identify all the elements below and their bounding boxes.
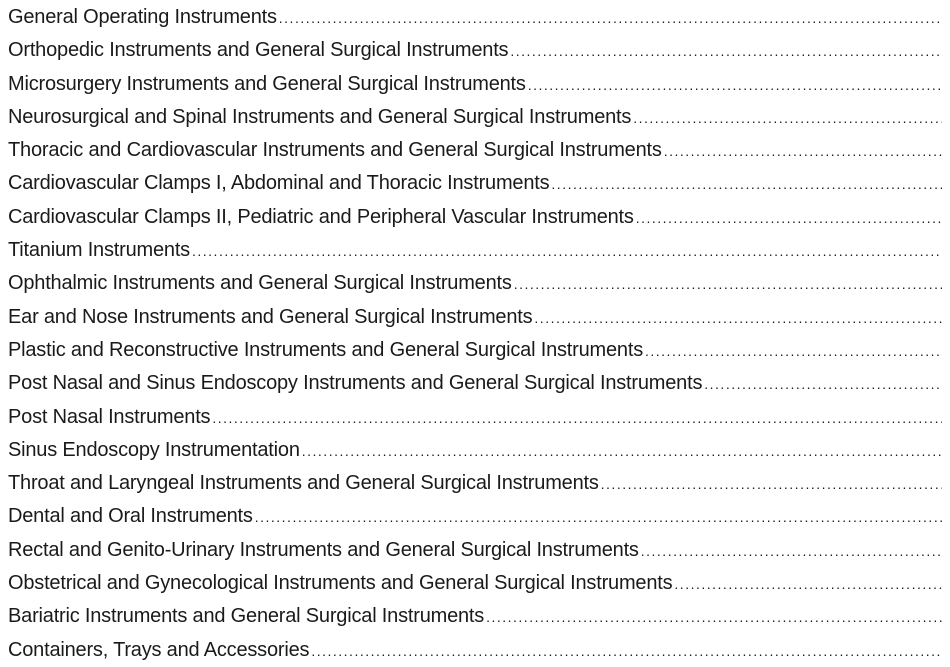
dot-leader bbox=[302, 435, 942, 467]
toc-entry-title: Throat and Laryngeal Instruments and General Surgical Instruments bbox=[8, 472, 599, 495]
toc-entry-title: Containers, Trays and Accessories bbox=[8, 638, 310, 661]
toc-entry-title: Bariatric Instruments and General Surgical Instruments bbox=[8, 605, 485, 628]
dot-leader bbox=[311, 635, 942, 667]
dot-leader bbox=[636, 202, 942, 234]
toc-entry-plastic-reconstructive[interactable] bbox=[8, 334, 942, 367]
toc-entry-obstetrical-gynecological[interactable] bbox=[8, 567, 942, 600]
toc-entry-title: Post Nasal Instruments bbox=[8, 405, 211, 428]
toc-entry-ear-and-nose[interactable] bbox=[8, 301, 942, 334]
dot-leader bbox=[514, 268, 942, 300]
toc-entry-title: Dental and Oral Instruments bbox=[8, 505, 253, 528]
toc-entry-microsurgery[interactable] bbox=[8, 68, 942, 101]
toc-entry-dental-oral[interactable] bbox=[8, 500, 942, 533]
toc-entry-title: Rectal and Genito-Urinary Instruments and General Surgical Instruments bbox=[8, 538, 639, 561]
toc-entry-title: Sinus Endoscopy Instrumentation bbox=[8, 438, 300, 461]
dot-leader bbox=[551, 168, 942, 200]
toc-entry-title: Plastic and Reconstructive Instruments and General Surgical Instruments bbox=[8, 338, 643, 361]
toc-entry-title: Ophthalmic Instruments and General Surgical Instruments bbox=[8, 272, 512, 295]
dot-leader bbox=[641, 535, 942, 567]
toc-entry-thoracic[interactable] bbox=[8, 134, 942, 167]
dot-leader bbox=[255, 501, 942, 533]
dot-leader bbox=[192, 235, 942, 267]
toc-entry-title: Titanium Instruments bbox=[8, 239, 190, 262]
toc-entry-title: Thoracic and Cardiovascular Instruments and General Surgical Instruments bbox=[8, 139, 662, 162]
toc-entry-cardiovascular-clamps-2[interactable] bbox=[8, 201, 942, 234]
toc-entry-bariatric[interactable] bbox=[8, 600, 942, 633]
dot-leader bbox=[704, 368, 942, 400]
dot-leader bbox=[212, 402, 942, 434]
toc-entry-title: Cardiovascular Clamps I, Abdominal and Thoracic Instruments bbox=[8, 172, 550, 195]
toc-entry-title: Microsurgery Instruments and General Surgical Instruments bbox=[8, 72, 526, 95]
dot-leader bbox=[674, 568, 942, 600]
toc-entry-cardiovascular-clamps-1[interactable] bbox=[8, 167, 942, 200]
dot-leader bbox=[534, 302, 942, 334]
toc-entry-post-nasal-sinus[interactable] bbox=[8, 367, 942, 400]
toc-entry-title: Post Nasal and Sinus Endoscopy Instruments and General Surgical Instruments bbox=[8, 372, 703, 395]
toc-entry-sinus-endoscopy[interactable] bbox=[8, 434, 942, 467]
dot-leader bbox=[528, 69, 942, 101]
toc-entry-rectal-genito-urinary[interactable] bbox=[8, 534, 942, 567]
toc-entry-post-nasal[interactable] bbox=[8, 401, 942, 434]
toc-entry-orthopedic[interactable] bbox=[8, 34, 942, 67]
toc-entry-title: Ear and Nose Instruments and General Surgical Instruments bbox=[8, 305, 533, 328]
toc-entry-neurosurgical[interactable] bbox=[8, 101, 942, 134]
dot-leader bbox=[645, 335, 942, 367]
toc-entry-throat-laryngeal[interactable] bbox=[8, 467, 942, 500]
dot-leader bbox=[601, 468, 942, 500]
toc-entry-title: Neurosurgical and Spinal Instruments and General Surgical Instruments bbox=[8, 105, 632, 128]
dot-leader bbox=[510, 35, 942, 67]
dot-leader bbox=[486, 601, 942, 633]
toc-entry-title: Orthopedic Instruments and General Surgical Instruments bbox=[8, 39, 509, 62]
toc-entry-title: Cardiovascular Clamps II, Pediatric and Peripheral Vascular Instruments bbox=[8, 205, 634, 228]
dot-leader bbox=[664, 135, 942, 167]
dot-leader bbox=[633, 102, 942, 134]
toc-entry-general-operating[interactable] bbox=[8, 1, 942, 34]
toc-entry-titanium[interactable] bbox=[8, 234, 942, 267]
dot-leader bbox=[279, 2, 942, 34]
toc-entry-ophthalmic[interactable] bbox=[8, 267, 942, 300]
toc-entry-title: General Operating Instruments bbox=[8, 6, 277, 28]
toc-entry-title: Obstetrical and Gynecological Instruments and General Surgical Instruments bbox=[8, 572, 673, 595]
toc-entry-containers-trays[interactable] bbox=[8, 634, 942, 667]
